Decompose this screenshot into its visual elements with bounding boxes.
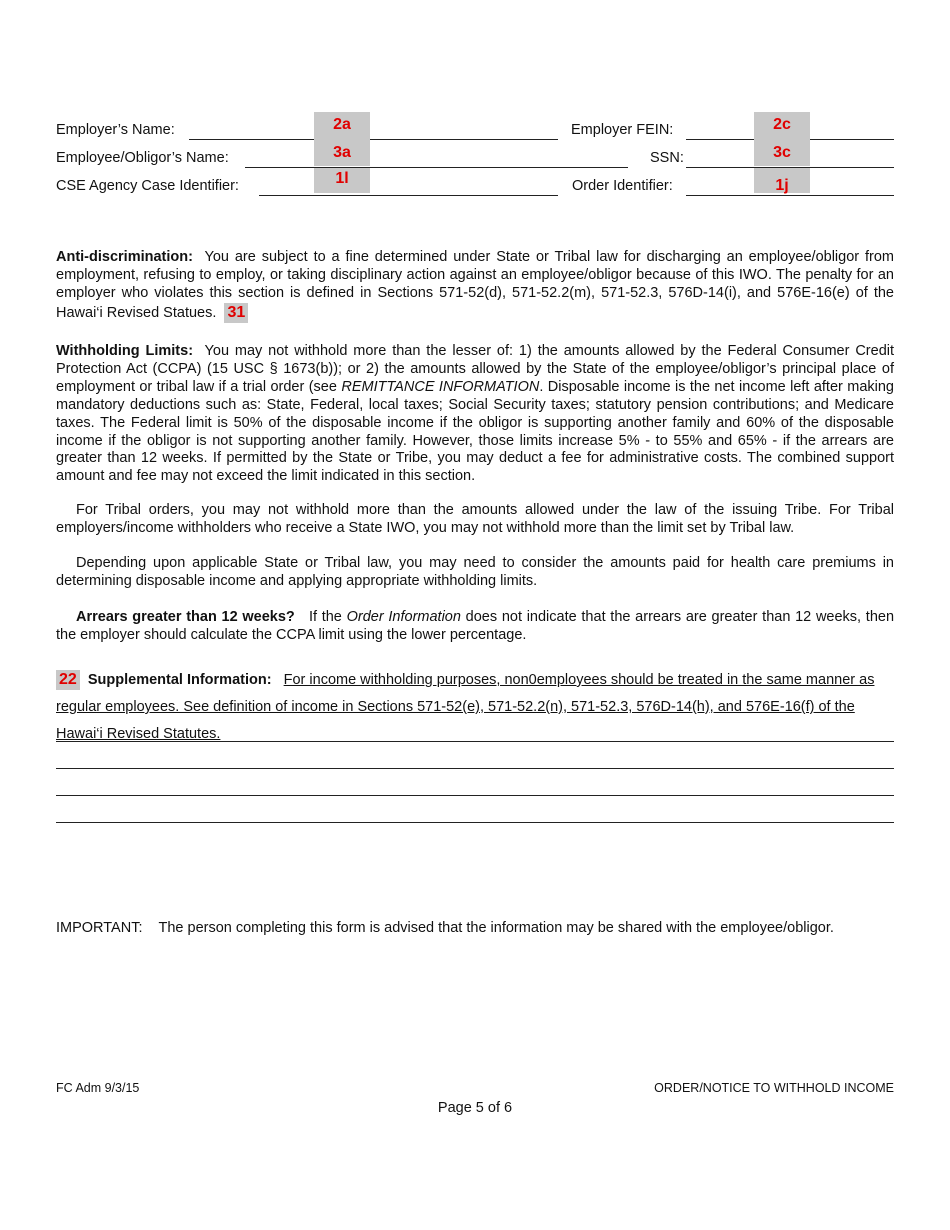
supplemental-line-2[interactable] <box>56 768 894 769</box>
order-id-line <box>686 195 894 196</box>
supplemental-line-3[interactable] <box>56 795 894 796</box>
page-number: Page 5 of 6 <box>437 1100 513 1116</box>
cse-case-line <box>259 195 558 196</box>
tribal-orders-paragraph: For Tribal orders, you may not withhold more than the amounts allowed under the law of the issuing Tribe. For Tribal employers/income withholders who receive a State IWO, you may not withhold more than the limit set by Tribal law. <box>56 502 894 536</box>
supplemental-line-1[interactable] <box>56 741 894 742</box>
ssn-field[interactable]: 3c <box>754 140 810 166</box>
withholding-limits-text-1: You may not withhold more than the lesser of: 1) the amounts allowed by the Federal Consumer Credit Protection Act (CCPA) (15 USC § 1673(b)); or 2) the amounts allowed by the State of the employee/obligor’s principal place of employment or tribal law if a trial order (see <box>56 343 895 395</box>
supplemental-text[interactable]: For income withholding purposes, non0employees should be treated in the same manner as regular employees. See definition of income in Sections 571-52(e), 571-52.2(n), 571-52.3, 576D-14(h), and 576E-16(f) of the Hawai‘i Revised Statutes. <box>56 672 875 742</box>
anti-discrimination-paragraph <box>56 249 894 323</box>
employee-name-field[interactable]: 3a <box>314 140 370 166</box>
order-id-label: Order Identifier: <box>572 178 673 194</box>
arrears-text-1: If the <box>308 609 342 625</box>
cse-case-field[interactable]: 1l <box>314 168 370 193</box>
arrears-text-2: does not indicate that the arrears are greater than 12 weeks, then the employer should calculate the CCPA limit using the lower percentage. <box>56 609 895 643</box>
supplemental-heading: Supplemental Information: <box>87 672 272 688</box>
employer-name-line <box>189 139 558 140</box>
anti-discrimination-code[interactable]: 31 <box>224 303 248 323</box>
supplemental-code[interactable]: 22 <box>56 670 80 690</box>
form-title: ORDER/NOTICE TO WITHHOLD INCOME <box>654 1081 894 1095</box>
health-care-paragraph: Depending upon applicable State or Tribal law, you may need to consider the amounts paid for health care premiums in determining disposable income and applying appropriate withholding limits. <box>56 555 894 589</box>
supplemental-line-4[interactable] <box>56 822 894 823</box>
employee-name-line <box>245 167 628 168</box>
arrears-heading: Arrears greater than 12 weeks? <box>76 609 295 625</box>
important-text: The person completing this form is advised that the information may be shared with the employee/obligor. <box>158 920 834 936</box>
remittance-info-ref: REMITTANCE INFORMATION <box>341 378 540 395</box>
anti-discrimination-heading: Anti-discrimination: <box>56 249 193 265</box>
supplemental-section <box>56 667 894 748</box>
employee-name-label: Employee/Obligor’s Name: <box>56 150 229 166</box>
employer-fein-field[interactable]: 2c <box>754 112 810 140</box>
important-label: IMPORTANT: <box>56 920 143 936</box>
order-id-field[interactable]: 1j <box>754 168 810 193</box>
arrears-paragraph <box>56 609 894 645</box>
employer-name-label: Employer’s Name: <box>56 122 175 138</box>
employer-fein-label: Employer FEIN: <box>571 122 674 138</box>
cse-case-label: CSE Agency Case Identifier: <box>56 178 239 194</box>
form-id: FC Adm 9/3/15 <box>56 1081 140 1095</box>
ssn-label: SSN: <box>650 150 684 166</box>
anti-discrimination-text: You are subject to a fine determined under State or Tribal law for discharging an employee/obligor from employment, refusing to employ, or taking disciplinary action against an employee/obligor because of this IWO. The penalty for an employer who violates this section is defined in Sections 571-52(d), 571-52.2(m), 571-52.3, 576D-14(i), and 576E-16(e) of the Hawai‘i Revised Statues. <box>56 249 895 321</box>
withholding-limits-paragraph <box>56 343 894 486</box>
employer-name-field[interactable]: 2a <box>314 112 370 140</box>
important-notice <box>56 920 834 936</box>
withholding-limits-text-2: . Disposable income is the net income left after making mandatory deductions such as: State, Federal, local taxes; Social Security taxes; statutory pension contributions; and Medicare taxes. The Federal limit is 50% of the disposable income if the obligor is supporting another family and 60% of the disposable income if the obligor is not supporting another family. However, those limits increase 5% - to 55% and 65% - if the arrears are greater than 12 weeks. If permitted by the State or Tribe, you may deduct a fee for administrative costs. The combined support amount and fee may not exceed the limit indicated in this section. <box>56 378 894 485</box>
order-info-ref: Order Information <box>346 609 461 625</box>
withholding-limits-heading: Withholding Limits: <box>56 343 194 359</box>
